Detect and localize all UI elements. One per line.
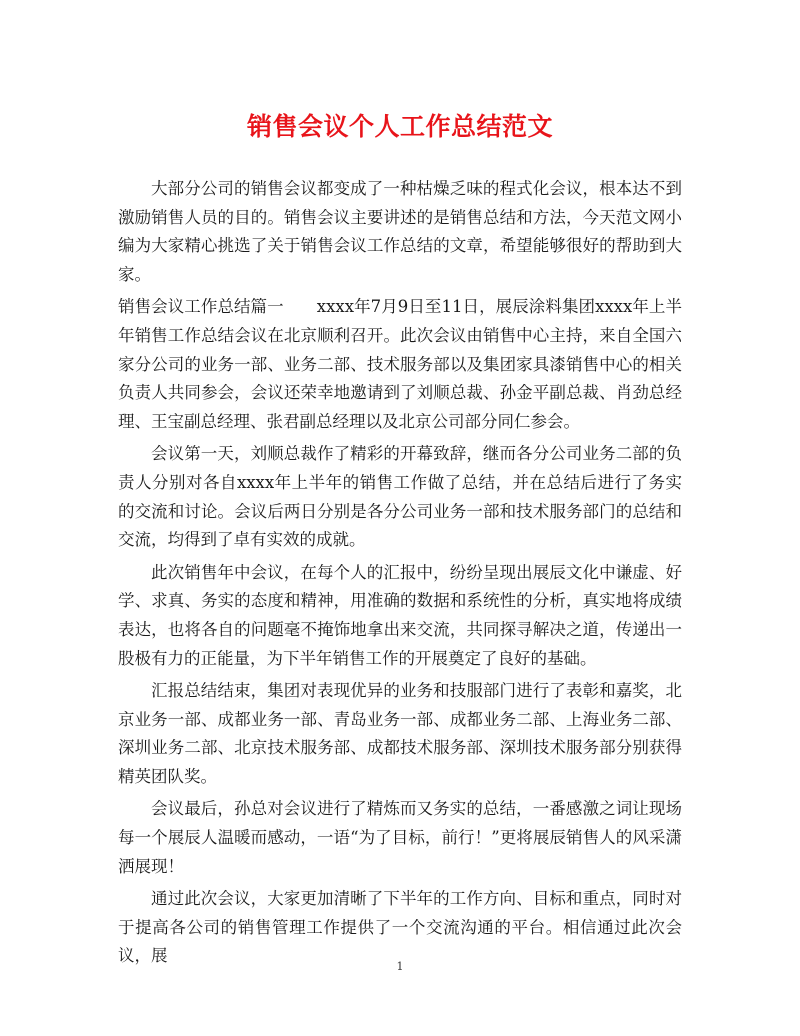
- document-body: [118, 175, 682, 975]
- paragraph-awards: 汇报总结结束，集团对表现优异的业务和技服部门进行了表彰和嘉奖，北京业务一部、成都业务一部、青岛业务一部、成都业务二部、上海业务二部、深圳业务二部、北京技术服务部、成都技术服务部、深圳技术服务部分别获得精英团队奖。: [118, 681, 682, 786]
- paragraph-section-one: 销售会议工作总结篇一 xxxx年7月9日至11日，展辰涂料集团xxxx年上半年销售工作总结会议在北京顺利召开。此次会议由销售中心主持，来自全国六家分公司的业务一部、业务二部、技术服务部以及集团家具漆销售中心的相关负责人共同参会，会议还荣幸地邀请到了刘顺总裁、孙金平副总裁、肖劲总经理、王宝副总经理、张君副总经理以及北京公司部分同仁参会。: [118, 297, 682, 431]
- paragraph-outcome: 通过此次会议，大家更加清晰了下半年的工作方向、目标和重点，同时对于提高各公司的销售管理工作提供了一个交流沟通的平台。相信通过此次会议，展: [118, 889, 682, 966]
- page-number: 1: [396, 960, 404, 973]
- document-title: 销售会议个人工作总结范文: [246, 112, 553, 141]
- paragraph-intro: 大部分公司的销售会议都变成了一种枯燥乏味的程式化会议，根本达不到激励销售人员的目的。销售会议主要讲述的是销售总结和方法，今天范文网小编为大家精心挑选了关于销售会议工作总结的文章，希望能够很好的帮助到大家。: [118, 179, 682, 284]
- paragraph-closing: 会议最后，孙总对会议进行了精炼而又务实的总结，一番感激之词让现场每一个展辰人温暖而感动，一语“为了目标，前行！”更将展辰销售人的风采潇洒展现！: [118, 799, 682, 876]
- paragraph-reports: 此次销售年中会议，在每个人的汇报中，纷纷呈现出展辰文化中谦虚、好学、求真、务实的态度和精神，用准确的数据和系统性的分析，真实地将成绩表达，也将各自的问题毫不掩饰地拿出来交流，共同探寻解决之道，传递出一股极有力的正能量，为下半年销售工作的开展奠定了良好的基础。: [118, 562, 682, 668]
- paragraph-day-one: 会议第一天，刘顺总裁作了精彩的开幕致辞，继而各分公司业务二部的负责人分别对各自xxxx年上半年的销售工作做了总结，并在总结后进行了务实的交流和讨论。会议后两日分别是各分公司业务一部和技术服务部门的总结和交流，均得到了卓有实效的成就。: [118, 444, 682, 550]
